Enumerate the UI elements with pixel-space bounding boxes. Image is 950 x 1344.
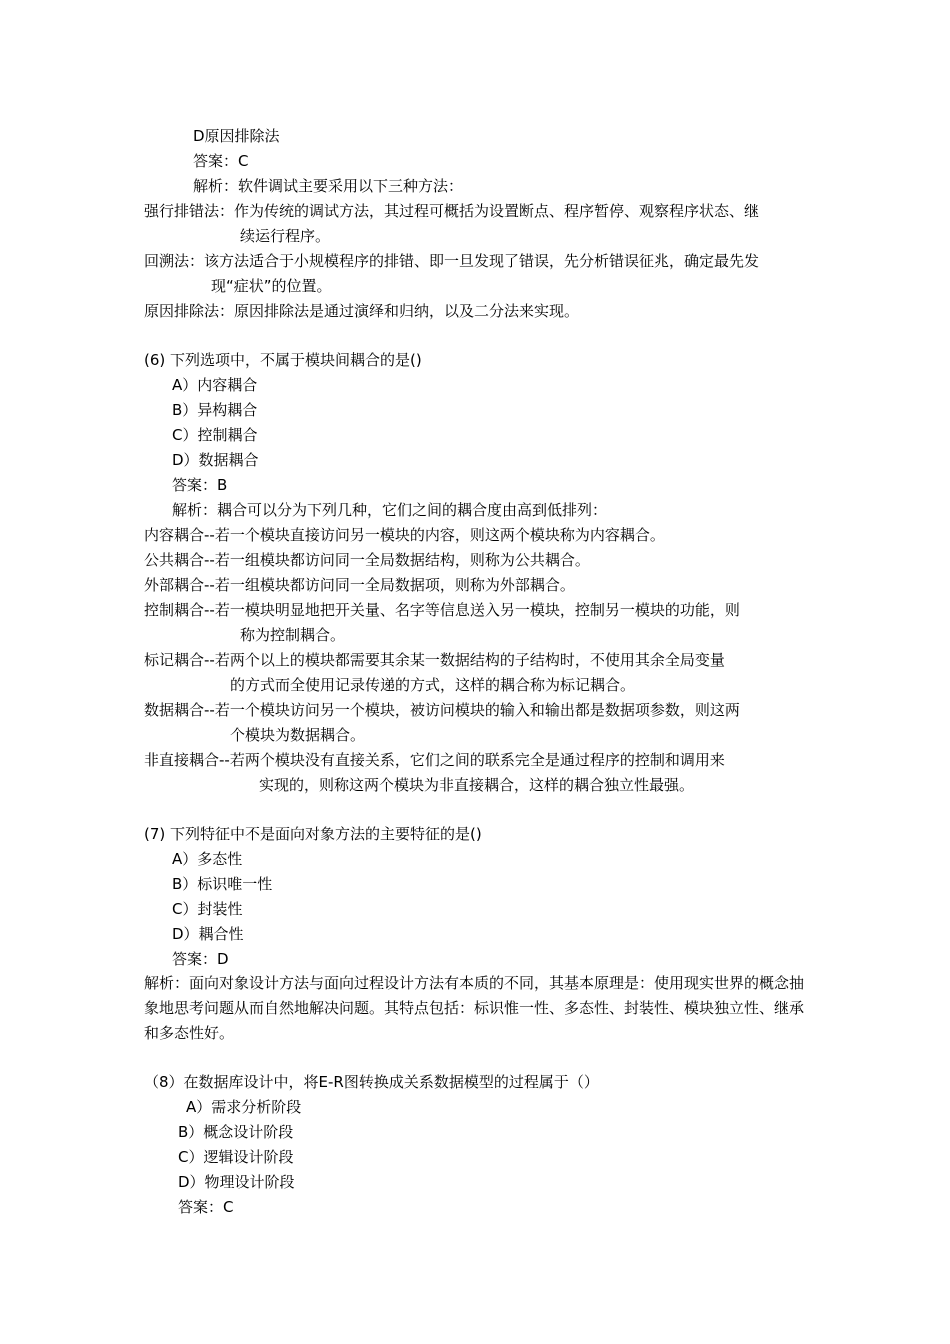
q6-item: 非直接耦合--若两个模块没有直接关系，它们之间的联系完全是通过程序的控制和调用来 (144, 751, 725, 769)
q8-answer: 答案：C (178, 1198, 234, 1216)
q6-answer: 答案：B (172, 476, 228, 494)
prev-method-1-cont: 续运行程序。 (240, 227, 331, 245)
prev-analysis-intro: 解析：软件调试主要采用以下三种方法： (193, 177, 464, 195)
q8-option-a: A）需求分析阶段 (186, 1098, 302, 1116)
q6-analysis-intro: 解析：耦合可以分为下列几种，它们之间的耦合度由高到低排列： (172, 501, 608, 519)
q6-option-c: C）控制耦合 (172, 426, 258, 444)
prev-method-3: 原因排除法：原因排除法是通过演绎和归纳，以及二分法来实现。 (144, 302, 580, 320)
q6-item-cont: 个模块为数据耦合。 (230, 726, 366, 744)
q7-option-a: A）多态性 (172, 850, 243, 868)
q8-option-d: D）物理设计阶段 (178, 1173, 295, 1191)
q6-item: 内容耦合--若一个模块直接访问另一模块的内容，则这两个模块称为内容耦合。 (144, 526, 665, 544)
prev-method-2: 回溯法：该方法适合于小规模程序的排错、即一旦发现了错误，先分析错误征兆，确定最先发 (144, 252, 760, 270)
q7-option-b: B）标识唯一性 (172, 875, 273, 893)
q6-item-cont: 称为控制耦合。 (240, 626, 346, 644)
q7-option-c: C）封装性 (172, 900, 243, 918)
q7-question: (7) 下列特征中不是面向对象方法的主要特征的是() (144, 825, 482, 843)
q6-item-cont: 的方式而全使用记录传递的方式，这样的耦合称为标记耦合。 (230, 676, 636, 694)
q6-item: 外部耦合--若一组模块都访问同一全局数据项，则称为外部耦合。 (144, 576, 575, 594)
q6-item: 控制耦合--若一模块明显地把开关量、名字等信息送入另一模块，控制另一模块的功能，则 (144, 601, 740, 619)
q6-item: 公共耦合--若一组模块都访问同一全局数据结构，则称为公共耦合。 (144, 551, 590, 569)
prev-answer: 答案：C (193, 152, 249, 170)
q6-question: (6) 下列选项中，不属于模块间耦合的是() (144, 351, 422, 369)
q6-item: 标记耦合--若两个以上的模块都需要其余某一数据结构的子结构时，不使用其余全局变量 (144, 651, 725, 669)
q6-option-d: D）数据耦合 (172, 451, 259, 469)
q6-option-b: B）异构耦合 (172, 401, 258, 419)
q8-option-c: C）逻辑设计阶段 (178, 1148, 294, 1166)
q7-option-d: D）耦合性 (172, 925, 244, 943)
q7-analysis: 解析：面向对象设计方法与面向过程设计方法有本质的不同，其基本原理是：使用现实世界的概念抽象地思考问题从而自然地解决问题。其特点包括：标识惟一性、多态性、封装性、模块独立性、继承和多态性好。 (144, 974, 805, 1042)
prev-method-1: 强行排错法：作为传统的调试方法，其过程可概括为设置断点、程序暂停、观察程序状态、继 (144, 202, 760, 220)
q6-option-a: A）内容耦合 (172, 376, 258, 394)
prev-option-d: D原因排除法 (193, 127, 280, 145)
q8-question: （8）在数据库设计中，将E-R图转换成关系数据模型的过程属于（） (144, 1073, 599, 1091)
q6-item-cont: 实现的，则称这两个模块为非直接耦合，这样的耦合独立性最强。 (259, 776, 695, 794)
q6-item: 数据耦合--若一个模块访问另一个模块，被访问模块的输入和输出都是数据项参数，则这两 (144, 701, 740, 719)
prev-method-2-cont: 现“症状”的位置。 (211, 277, 332, 295)
q8-option-b: B）概念设计阶段 (178, 1123, 294, 1141)
q7-answer: 答案：D (172, 950, 229, 968)
